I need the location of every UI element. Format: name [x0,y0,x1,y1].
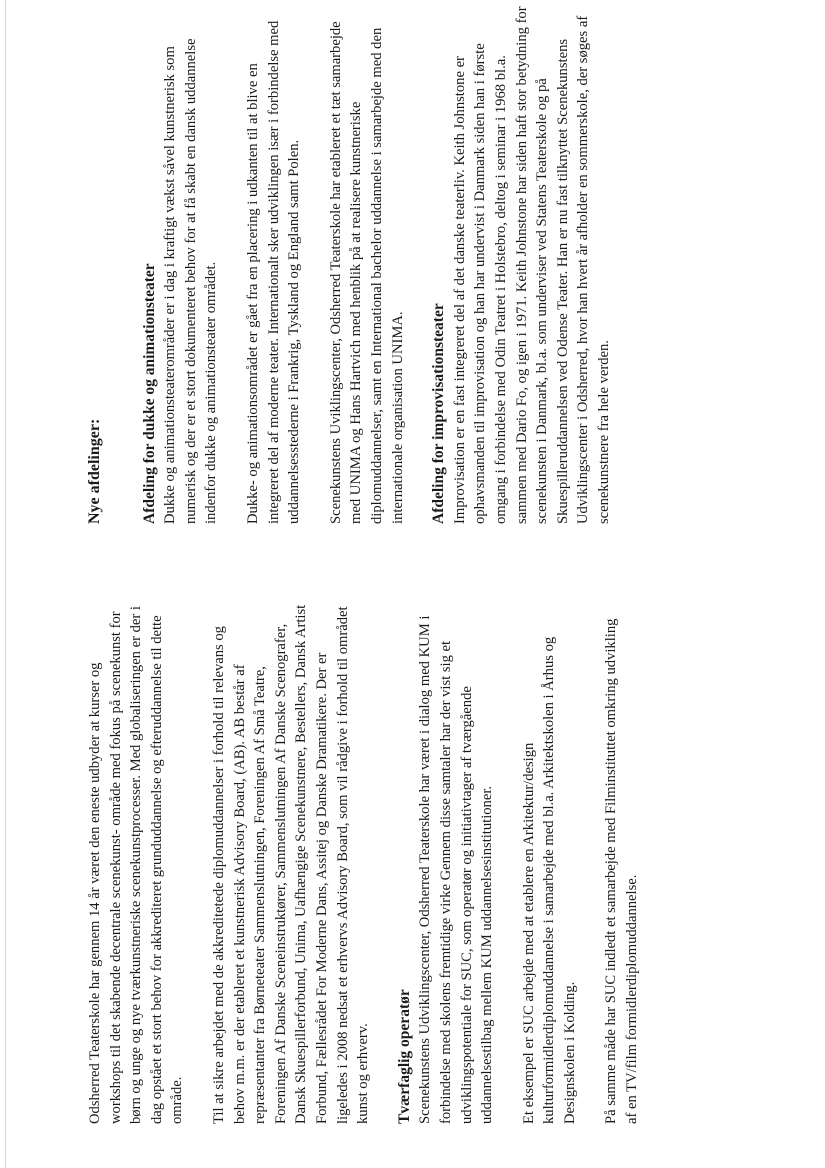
paragraph-advisory-board: Til at sikre arbejdet med de akkreditetede diplomuddannelser i forhold til relevans og behov m.m. er der etableret et kunstnerisk Advisory Board, (AB). AB består af repræsentanter fra Børneteater Sammenslutningen, Foreningen Af Små Teatre, Foreningen Af Danske Sceneinstruktører, Sammenslutningen Af Danske Scenografer, Dansk Skuespillerforbund, Unima, Uafhængige Scenekunstnere, Bestellers, Dansk Artist Forbund, Fællesrådet For Moderne Dans, Assitej og Danske Dramatikere. Der er ligeledes i 2008 nedsat et erhvervs Advisory Board, som vil rådgive i forhold til området kunst og erhverv. [210,604,372,1124]
title-nye-afdelinger: Nye afdelinger: [86,418,103,524]
rotated-content [85,4,785,1124]
section-heading-improvisation: Afdeling for improvisationsteater [430,303,448,524]
paragraph-dukke-3: Scenekunstens Uviklingscenter, Odsherred Teaterskole har etableret et tæt samarbejde med UNIMA og Hans Hartvich med henblik på at realisere kunstneriske diplomuddannelser, samt en International bachelor uddannelse i samarbejde med den internationale organisation UNIMA. [327,21,406,524]
section-heading-dukke: Afdeling for dukke og animationsteater [140,263,158,524]
section-improvisation [429,4,614,524]
paragraph-tvaerfaglig: Scenekunstens Udviklingscenter, Odsherred Teaterskole har været i dialog med KUM i forbindelse med skolens fremtidige virke Gennem disse samtaler har der vist sig et udviklingspotentiale for SUC, som operatør og initiativtager af tværgående uddannelsestilbag mellem KUM uddannelsesinstitutioner. [417,615,496,1124]
paragraph-film: På samme måde har SUC indledt et samarbejde med Filminstituttet omkring udvikling af en TV/film formidlerdiplomuddannelse. [603,618,641,1124]
section-dukke [140,4,222,524]
section-tvaerfaglig [395,604,498,1124]
paragraph-dukke-2: Dukke- og animationsområdet er gået fra en placering i udkanten til at blive en integreret del af moderne teater. Internationalt sker udviklingen især i forbindelse med uddannelsesstederne i Frankrig, Tyskland og England samt Polen. [244,20,303,524]
right-column [85,4,635,524]
paragraph-arkitektur: Et eksempel er SUC arbejde med at etablere en Arkitektur/design kulturformidlerdiplomuddannelse i samarbejde med bl.a. Arkitektskolen i Århus og Designskolen i Kolding. [520,636,578,1124]
paragraph-improvisation: Improvisation er en fast integreret del af det danske teaterliv. Keith Johnstone er ophavsmanden til improvisation og han har undervist i Danmark siden han i første omgang i forbindelse med Odin Teatret i Holstebro, deltog i seminar i 1968 bl.a. sammen med Dario Fo, og igen i 1971. Keith Johnstone har siden haft stor betydning for scenekunsten i Danmark, bl.a. som underviser ved Statens Teaterskole og på Skuespilleruddannelsen ved Odense Teater. Han er nu fast tilknyttet Scenekunstens Udviklingscenter i Odsherred, hvor han hvert år afholder en sommerskole, der søges af scenekunstnere fra hele verden. [451,6,612,524]
paragraph-dukke-1: Dukke og animationsteaterområder er i dag i kraftigt vækst såvel kunstnerisk som numerisk og der er et stort dokumenteret behov for at få skabt en dansk uddannelse indenfor dukke og animationsteater området. [162,38,220,524]
paragraph-intro: Odsherred Teaterskole har gennem 14 år været den eneste udbyder at kurser og workshops til det skabende decentrale scenekunst- område med fokus på scenekunst for børn og unge og nye tværkunstneriske scenekunstprocesser. Med globaliseringen er der i dag opstået et stort behov for akkrediteret grunduddannelse og efteruddannelse til dette område. [87,606,186,1124]
left-column [85,604,664,1124]
scan-edge-line [5,0,6,1168]
section-heading-tvaerfaglig: Tværfaglig operatør [395,989,413,1124]
